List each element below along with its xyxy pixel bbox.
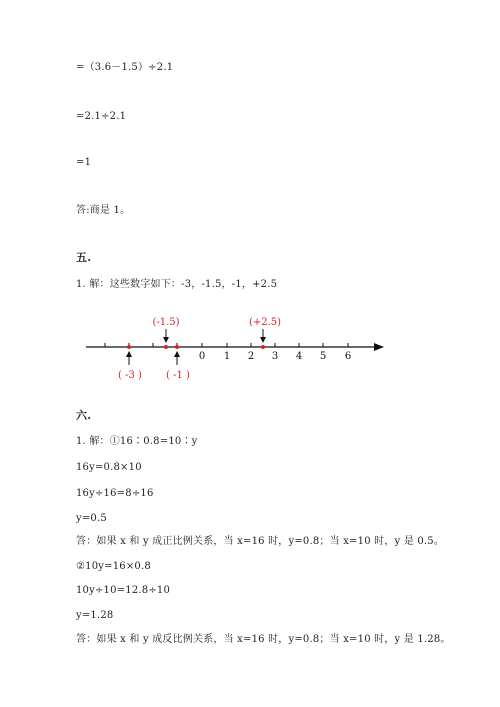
tick-label-3: 3 <box>271 351 279 362</box>
problem-5-line: 1. 解：这些数字如下：-3，-1.5，-1，+2.5 <box>76 279 278 290</box>
problem-6-line-7: y=1.28 <box>76 610 114 621</box>
number-line-figure <box>80 312 390 392</box>
point-pos2-5 <box>261 345 265 349</box>
problem-6-answer-1: 答：如果 x 和 y 成正比例关系，当 x=16 时，y=0.8；当 x=10 时，y 是 0.5。 <box>76 536 445 547</box>
tick-label-1: 1 <box>223 351 231 362</box>
problem-6-line-5: ②10y=16×0.8 <box>76 561 151 572</box>
problem-6-line-1: 1. 解：①16∶0.8=10∶y <box>76 436 198 447</box>
step-line-3: =1 <box>76 157 92 168</box>
tick-label-2: 2 <box>247 351 255 362</box>
number-line-arrowhead <box>374 343 384 351</box>
label-neg1: ( -1 ) <box>166 370 190 381</box>
number-line-ticks <box>105 343 348 347</box>
section-heading-5: 五. <box>76 251 92 264</box>
answer-line-1: 答:商是 1。 <box>76 205 131 216</box>
point-neg1-5 <box>164 345 168 349</box>
point-neg3 <box>127 345 131 349</box>
problem-6-line-4: y=0.5 <box>76 513 107 524</box>
label-pos2-5: (+2.5) <box>248 317 282 328</box>
label-neg3: ( -3 ) <box>118 370 142 381</box>
section-heading-6: 六. <box>76 409 92 422</box>
tick-label-6: 6 <box>344 351 352 362</box>
step-line-1: =（3.6－1.5）÷2.1 <box>76 62 174 73</box>
tick-label-4: 4 <box>295 351 303 362</box>
problem-6-answer-2: 答：如果 x 和 y 成反比例关系，当 x=16 时，y=0.8；当 x=10 时，y 是 1.28。 <box>76 634 451 645</box>
label-neg1-5: (-1.5) <box>152 317 180 328</box>
tick-label-0: 0 <box>198 351 206 362</box>
problem-6-line-2: 16y=0.8×10 <box>76 462 142 473</box>
problem-6-line-6: 10y÷10=12.8÷10 <box>76 585 171 596</box>
problem-6-line-3: 16y÷16=8÷16 <box>76 488 154 499</box>
step-line-2: =2.1÷2.1 <box>76 111 127 122</box>
point-neg1 <box>175 345 179 349</box>
tick-label-5: 5 <box>319 351 327 362</box>
